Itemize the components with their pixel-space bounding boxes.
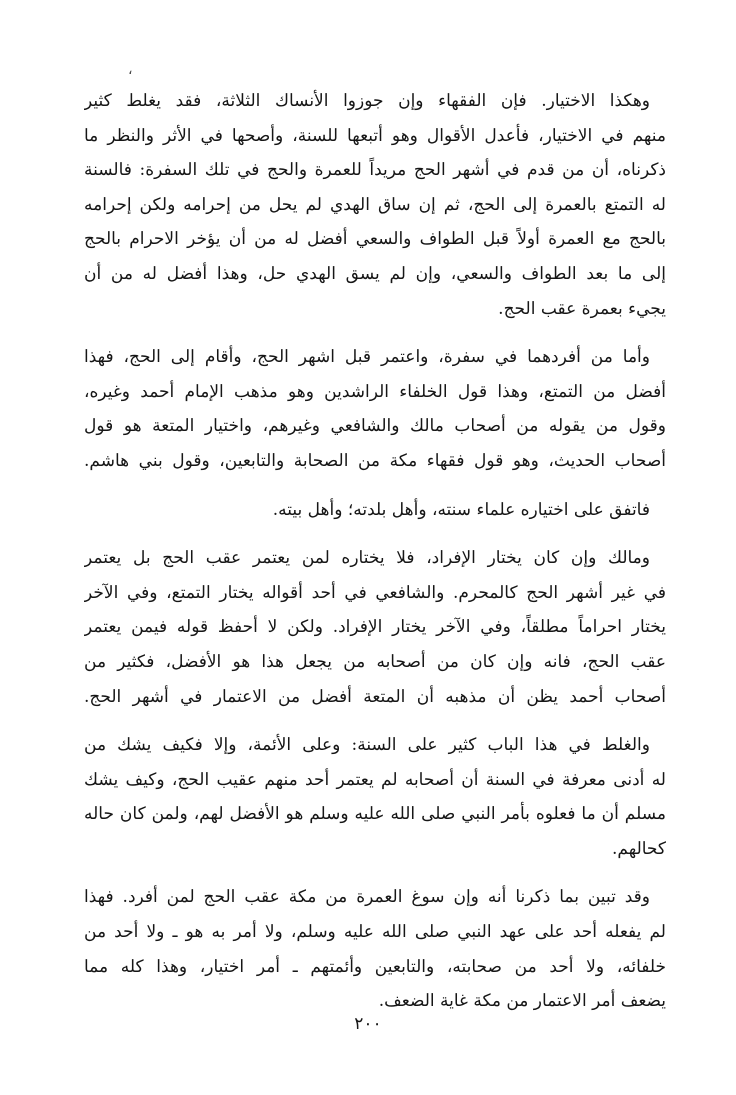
text-line: لم يفعله أحد على عهد النبي صلى الله عليه وسلم، ولا أمر به هو ـ ولا أحد من <box>84 922 666 943</box>
text-line: عقب الحج، فانه وإن كان من أصحابه من يجعل هذا هو الأفضل، فكثير من <box>84 651 666 672</box>
text-line: وقد تبين بما ذكرنا أنه وإن سوغ العمرة من مكة عقب الحج لمن أفرد. فهذا <box>84 887 650 908</box>
text-line: ذكرناه، أن من قدم في أشهر الحج مريداً للعمرة والحج في تلك السفرة: فالسنة <box>84 160 666 181</box>
text-line: له أدنى معرفة في السنة أن أصحابه لم يعتمر أحد منهم عقيب الحج، وكيف يشك <box>84 769 666 790</box>
top-mark: ، <box>128 62 133 78</box>
text-line: أصحاب الحديث، وهو قول فقهاء مكة من الصحابة والتابعين، وقول بني هاشم. <box>84 450 666 471</box>
text-line: له التمتع بالعمرة إلى الحج، ثم إن ساق الهدي لم يحل من إحرامه ولكن إحرامه <box>84 194 666 215</box>
paragraph <box>84 340 666 478</box>
text-line: منهم في الاختيار، فأعدل الأقوال وهو أتبعها للسنة، وأصحها في الأثر والنظر ما <box>84 125 666 146</box>
text-line: وقول من يقوله من أصحاب مالك والشافعي وغيرهم، واختيار المتعة هو قول <box>84 416 666 437</box>
text-line: كحالهم. <box>612 838 666 859</box>
text-line: يختار احراماً مطلقاً، وفي الآخر يختار الإفراد. ولكن لا أحفظ قوله فيمن يعتمر <box>84 617 666 638</box>
text-line: فاتفق على اختياره علماء سنته، وأهل بلدته؛ وأهل بيته. <box>272 499 650 520</box>
body-text <box>84 84 666 1033</box>
text-line: والغلط في هذا الباب كثير على السنة: وعلى الأئمة، وإلا فكيف يشك من <box>84 735 650 756</box>
paragraph <box>84 493 666 528</box>
text-line: ومالك وإن كان يختار الإفراد، فلا يختاره لمن يعتمر عقب الحج بل يعتمر <box>84 548 650 569</box>
text-line: وهكذا الاختيار. فإن الفقهاء وإن جوزوا الأنساك الثلاثة، فقد يغلط كثير <box>84 91 650 111</box>
text-line: مسلم أن ما فعلوه بأمر النبي صلى الله عليه وسلم هو الأفضل لهم، ولمن كان حاله <box>84 804 666 825</box>
text-line: أصحاب أحمد يظن أن مذهبه أن المتعة أفضل من الاعتمار في أشهر الحج. <box>84 686 666 707</box>
text-line: بالحج مع العمرة أولاً قبل الطواف والسعي أفضل له من أن يؤخر الاحرام بالحج <box>84 229 666 250</box>
text-line: وأما من أفردهما في سفرة، واعتمر قبل اشهر الحج، وأقام إلى الحج، فهذا <box>84 347 650 368</box>
page-number: ٢٠٠ <box>354 1014 382 1034</box>
text-line: إلى ما بعد الطواف والسعي، وإن لم يسق الهدي حل، وهذا أفضل له من أن <box>84 263 666 284</box>
text-line: في غير أشهر الحج كالمحرم. والشافعي في أحد أقواله يختار التمتع، وفي الآخر <box>84 582 666 603</box>
text-line: يجيء بعمرة عقب الحج. <box>498 298 666 319</box>
paragraph <box>84 541 666 714</box>
paragraph <box>84 728 666 866</box>
text-line: يضعف أمر الاعتمار من مكة غاية الضعف. <box>378 991 666 1012</box>
paragraph <box>84 84 666 326</box>
text-line: خلفائه، ولا أحد من صحابته، والتابعين وأئمتهم ـ أمر اختيار، وهذا كله مما <box>84 956 666 977</box>
paragraph <box>84 880 666 1018</box>
text-line: أفضل من التمتع، وهذا قول الخلفاء الراشدين وهو مذهب الإمام أحمد وغيره، <box>84 381 666 402</box>
